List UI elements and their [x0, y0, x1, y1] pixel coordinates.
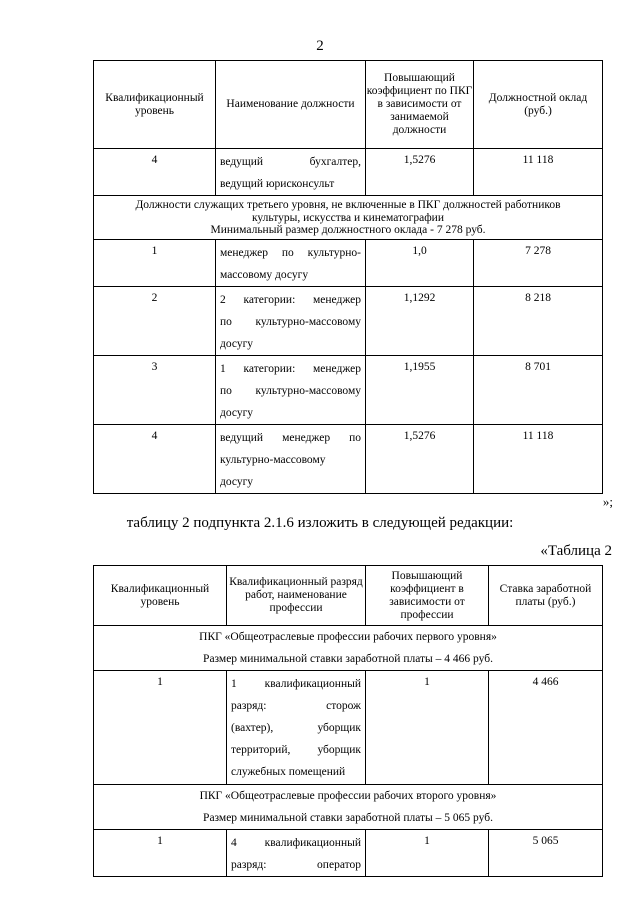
level-cell: 4: [94, 149, 216, 196]
section-heading: Должности служащих третьего уровня, не включенные в ПКГ должностей работников культуры, искусства и кинематографии Минимальный размер должностного оклада - 7 278 руб.: [94, 196, 603, 240]
table-row: [94, 425, 603, 494]
salary-cell: 11 118: [474, 149, 603, 196]
coef-cell: 1,1955: [366, 356, 474, 425]
header-level: Квалификационный уровень: [94, 566, 227, 626]
coef-cell: 1,0: [366, 240, 474, 287]
level-cell: 1: [94, 671, 227, 785]
coef-cell: 1,1292: [366, 287, 474, 356]
level-cell: 1: [94, 240, 216, 287]
coef-cell: 1,5276: [366, 149, 474, 196]
salary-cell: 11 118: [474, 425, 603, 494]
header-coef: Повышающий коэффициент по ПКГ в зависимости от занимаемой должности: [366, 61, 474, 149]
salary-cell: 8 218: [474, 287, 603, 356]
coef-cell: 1: [366, 671, 489, 785]
table2-label: «Таблица 2: [540, 543, 612, 559]
level-cell: 2: [94, 287, 216, 356]
salary-cell: 7 278: [474, 240, 603, 287]
group-heading-row: [94, 626, 603, 671]
salary-table-1: [93, 60, 603, 494]
group-heading-row: [94, 785, 603, 830]
position-cell: менеджер по культурно- массовому досугу: [216, 240, 366, 287]
rate-cell: 4 466: [489, 671, 603, 785]
level-cell: 4: [94, 425, 216, 494]
level-cell: 3: [94, 356, 216, 425]
table-row: [94, 830, 603, 877]
page-number: 2: [316, 38, 324, 54]
header-level: Квалификационный уровень: [94, 61, 216, 149]
header-name: Квалификационный разряд работ, наименование профессии: [227, 566, 366, 626]
table-row: [94, 149, 603, 196]
coef-cell: 1: [366, 830, 489, 877]
table2-header-row: [94, 566, 603, 626]
profession-cell: 4 квалификационный разряд: оператор: [227, 830, 366, 877]
table1-header-row: [94, 61, 603, 149]
header-rate: Ставка заработной платы (руб.): [489, 566, 603, 626]
section-row: [94, 196, 603, 240]
group-heading: ПКГ «Общеотраслевые профессии рабочих первого уровня» Размер минимальной ставки заработной платы – 4 466 руб.: [94, 626, 603, 671]
position-cell: 2 категории: менеджер по культурно-массовому досугу: [216, 287, 366, 356]
position-cell: ведущий менеджер по культурно-массовому досугу: [216, 425, 366, 494]
closing-quote: »;: [602, 494, 613, 509]
group-heading: ПКГ «Общеотраслевые профессии рабочих второго уровня» Размер минимальной ставки заработной платы – 5 065 руб.: [94, 785, 603, 830]
level-cell: 1: [94, 830, 227, 877]
coef-cell: 1,5276: [366, 425, 474, 494]
salary-cell: 8 701: [474, 356, 603, 425]
table-row: [94, 240, 603, 287]
position-cell: ведущий бухгалтер, ведущий юрисконсульт: [216, 149, 366, 196]
profession-cell: 1 квалификационный разряд: сторож (вахтер), уборщик территорий, уборщик служебных помещений: [227, 671, 366, 785]
header-coef: Повышающий коэффициент в зависимости от профессии: [366, 566, 489, 626]
wage-rate-table-2: [93, 565, 603, 877]
rate-cell: 5 065: [489, 830, 603, 877]
table-row: [94, 287, 603, 356]
position-cell: 1 категории: менеджер по культурно-массовому досугу: [216, 356, 366, 425]
table-row: [94, 356, 603, 425]
amendment-instruction: таблицу 2 подпункта 2.1.6 изложить в следующей редакции:: [126, 515, 514, 531]
table-row: [94, 671, 603, 785]
header-name: Наименование должности: [216, 61, 366, 149]
header-salary: Должностной оклад (руб.): [474, 61, 603, 149]
